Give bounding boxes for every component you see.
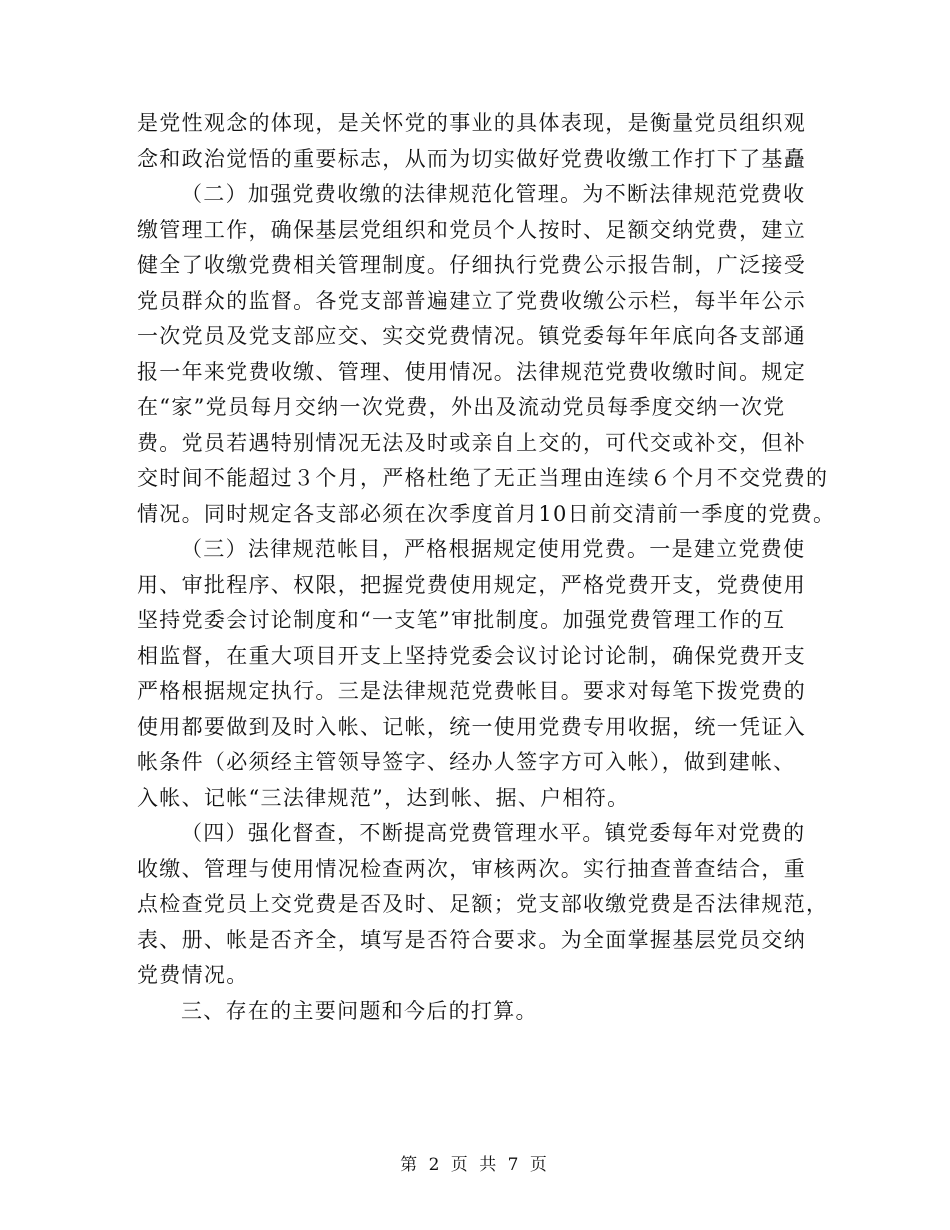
text-line: 使用都要做到及时入帐、记帐，统一使用党费专用收据，统一凭证入 [137,714,806,739]
text-line: 表、册、帐是否齐全，填写是否符合要求。为全面掌握基层党员交纳 [137,927,806,952]
text-line: 收缴、管理与使用情况检查两次，审核两次。实行抽查普查结合，重 [137,856,806,881]
text-line: 健全了收缴党费相关管理制度。仔细执行党费公示报告制，广泛接受 [137,253,806,277]
text-line: 缴管理工作，确保基层党组织和党员个人按时、足额交纳党费，建立 [137,217,806,242]
text-line: （四）强化督查，不断提高党费管理水平。镇党委每年对党费的 [181,821,806,845]
text-line: 费。党员若遇特别情况无法及时或亲自上交的，可代交或补交，但补 [137,430,806,455]
text-line: （三）法律规范帐目，严格根据规定使用党费。一是建立党费使 [181,537,806,561]
text-line: 坚持党委会讨论制度和“一支笔”审批制度。加强党费管理工作的互 [137,608,786,632]
text-line: 党费情况。 [137,963,249,987]
text-line: 报一年来党费收缴、管理、使用情况。法律规范党费收缴时间。规定 [137,359,806,384]
text-line: 党员群众的监督。各党支部普遍建立了党费收缴公示栏，每半年公示 [137,288,806,313]
text-line: 用、审批程序、权限，把握党费使用规定，严格党费开支，党费使用 [137,572,806,597]
text-line: 交时间不能超过３个月，严格杜绝了无正当理由连续６个月不交党费的 [137,466,829,490]
text-line: 入帐、记帐“三法律规范”，达到帐、据、户相符。 [137,785,630,810]
page-number-footer: 第 2 页 共 7 页 [400,1155,550,1175]
text-line: 点检查党员上交党费是否及时、足额；党支部收缴党费是否法律规范， [137,892,829,916]
text-line: 是党性观念的体现，是关怀党的事业的具体表现，是衡量党员组织观 [137,111,806,135]
text-line: 情况。同时规定各支部必须在次季度首月10日前交清前一季度的党费。 [137,501,836,526]
text-line: （二）加强党费收缴的法律规范化管理。为不断法律规范党费收 [181,182,806,206]
text-line: 严格根据规定执行。三是法律规范党费帐目。要求对每笔下拨党费的 [137,679,806,703]
body-text [137,106,836,1029]
text-line: 相监督，在重大项目开支上坚持党委会议讨论讨论制，确保党费开支 [137,643,806,668]
text-line: 念和政治觉悟的重要标志，从而为切实做好党费收缴工作打下了基矗 [137,146,806,171]
text-line: 三、存在的主要问题和今后的打算。 [181,998,538,1023]
text-line: 在“家”党员每月交纳一次党费，外出及流动党员每季度交纳一次党 [137,395,786,419]
text-line: 一次党员及党支部应交、实交党费情况。镇党委每年年底向各支部通 [137,324,806,348]
text-line: 帐条件（必须经主管领导签字、经办人签字方可入帐），做到建帐、 [137,750,796,774]
